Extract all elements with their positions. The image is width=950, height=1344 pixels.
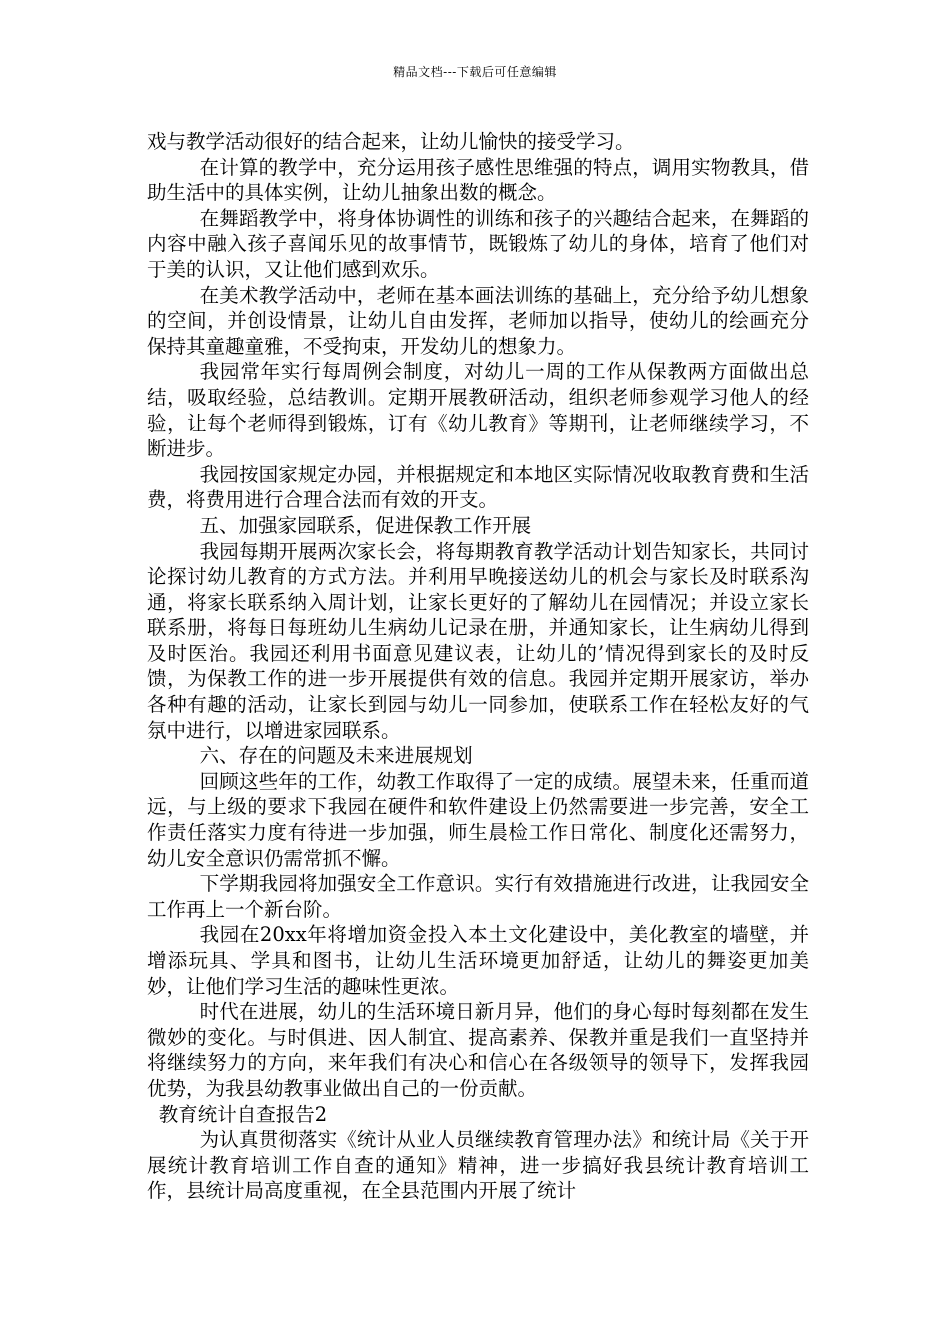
report-title: 教育统计自查报告2 — [158, 1102, 328, 1126]
paragraph: 我园常年实行每周例会制度，对幼儿一周的工作从保教两方面做出总结，吸取经验，总结教训。定期开展教研活动，组织老师参观学习他人的经验，让每个老师得到锻炼，订有《幼儿教育》等期刊，让老师继续学习，不断进步。 — [147, 360, 809, 461]
paragraph: 我园在20xx年将增加资金投入本土文化建设中，美化教室的墙壁，并增添玩具、学具和图书，让幼儿生活环境更加舒适，让幼儿的舞姿更加美妙，让他们学习生活的趣味性更浓。 — [147, 923, 809, 998]
paragraph: 在计算的教学中，充分运用孩子感性思维强的特点，调用实物教具，借助生活中的具体实例，让幼儿抽象出数的概念。 — [147, 155, 809, 205]
paragraph: 戏与教学活动很好的结合起来，让幼儿愉快的接受学习。 — [147, 130, 635, 153]
paragraph: 下学期我园将加强安全工作意识。实行有效措施进行改进，让我园安全工作再上一个新台阶。 — [147, 872, 809, 921]
document-body — [147, 129, 809, 1204]
paragraph: 我园按国家规定办园，并根据规定和本地区实际情况收取教育费和生活费，将费用进行合理合法而有效的开支。 — [147, 462, 809, 512]
paragraph: 在舞蹈教学中，将身体协调性的训练和孩子的兴趣结合起来，在舞蹈的内容中融入孩子喜闻乐见的故事情节，既锻炼了幼儿的身体，培育了他们对于美的认识，又让他们感到欢乐。 — [147, 206, 809, 281]
section-heading: 五、加强家园联系，促进保教工作开展 — [199, 513, 532, 537]
paragraph: 时代在进展，幼儿的生活环境日新月异，他们的身心每时每刻都在发生微妙的变化。与时俱进、因人制宜、提高素养、保教并重是我们一直坚持并将继续努力的方向，来年我们有决心和信心在各级领导的领导下，发挥我园优势，为我县幼教事业做出自己的一份贡献。 — [147, 1000, 809, 1100]
page-header: 精品文档---下载后可任意编辑 — [393, 65, 557, 79]
paragraph: 我园每期开展两次家长会，将每期教育教学活动计划告知家长，共同讨论探讨幼儿教育的方式方法。并利用早晚接送幼儿的机会与家长及时联系沟通，将家长联系纳入周计划，让家长更好的了解幼儿在园情况；并设立家长联系册，将每日每班幼儿生病幼儿记录在册，并通知家长，让生病幼儿得到及时医治。我园还利用书面意见建议表，让幼儿的’情况得到家长的及时反馈，为保教工作的进一步开展提供有效的信息。我园并定期开展家访，举办各种有趣的活动，让家长到园与幼儿一同参加，使联系工作在轻松友好的气氛中进行，以增进家园联系。 — [147, 539, 809, 742]
paragraph: 回顾这些年的工作，幼教工作取得了一定的成绩。展望未来，任重而道远，与上级的要求下我园在硬件和软件建设上仍然需要进一步完善，安全工作责任落实力度有待进一步加强，师生晨检工作日常化、制度化还需努力，幼儿安全意识仍需常抓不懈。 — [147, 769, 809, 870]
section-heading: 六、存在的问题及未来进展规划 — [199, 744, 473, 768]
paragraph: 在美术教学活动中，老师在基本画法训练的基础上，充分给予幼儿想象的空间，并创设情景，让幼儿自由发挥，老师加以指导，使幼儿的绘画充分保持其童趣童雅，不受拘束，开发幼儿的想象力。 — [147, 283, 809, 358]
paragraph: 为认真贯彻落实《统计从业人员继续教育管理办法》和统计局《关于开展统计教育培训工作自查的通知》精神，进一步搞好我县统计教育培训工作，县统计局高度重视，在全县范围内开展了统计 — [147, 1128, 809, 1203]
